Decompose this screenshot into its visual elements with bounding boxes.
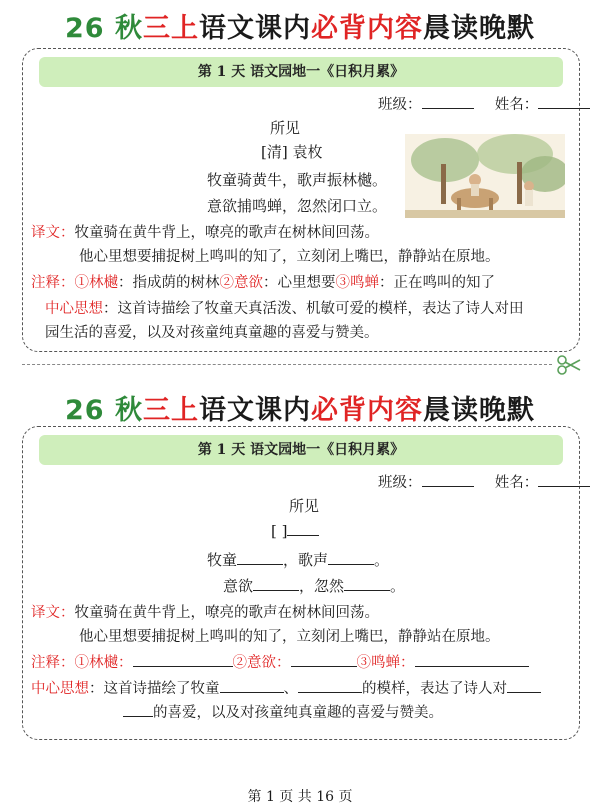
central-idea-text-1c: 的模样，表达了诗人对: [362, 681, 507, 697]
day-banner: 第 1 天 语文园地一《日积月累》: [39, 57, 563, 87]
note3-label: ③鸣蝉: [335, 275, 379, 291]
central-idea-text-2: 的喜爱，以及对孩童纯真童趣的喜爱与赞美。: [153, 705, 443, 721]
author-field[interactable]: [287, 521, 319, 536]
dynasty-blank[interactable]: [ ]: [271, 522, 288, 540]
translation-2: 他心里想要捕捉树上鸣叫的知了，立刻闭上嘴巴，静静站在原地。: [79, 249, 500, 265]
notes-label: 注释：: [31, 655, 75, 671]
poem-illustration: [405, 134, 565, 218]
title-key: 必背内容: [310, 395, 423, 426]
notes-blank-row: [31, 651, 529, 672]
note3-field[interactable]: [415, 652, 529, 667]
note2-label: ②意欲：: [232, 655, 291, 671]
class-field[interactable]: [422, 472, 474, 487]
note2-label: ②意欲: [219, 275, 263, 291]
title-grade: 三上: [142, 395, 199, 426]
name-field[interactable]: [538, 94, 590, 109]
blank-line2-text-a: 意欲: [223, 577, 254, 595]
translation-2: 他心里想要捕捉树上鸣叫的知了，立刻闭上嘴巴，静静站在原地。: [79, 629, 500, 645]
notes-label: 注释：: [31, 275, 75, 291]
title-key: 必背内容: [310, 13, 423, 44]
note2-field[interactable]: [291, 652, 357, 667]
central-idea-2: 园生活的喜爱，以及对孩童纯真童趣的喜爱与赞美。: [45, 325, 379, 341]
central-idea-blank-1: [31, 677, 541, 698]
page-title-top: [0, 6, 600, 45]
blank-field[interactable]: [344, 576, 390, 591]
note3-text: ：正在鸣叫的知了: [379, 275, 495, 291]
page-title-bottom: [0, 388, 600, 427]
central-idea-text-1: ：这首诗描绘了牧童天真活泼、机敏可爱的模样，表达了诗人对田: [103, 301, 524, 317]
blank-field[interactable]: [253, 576, 299, 591]
title-tail: 晨读晚默: [422, 395, 535, 426]
poem-line-1: 牧童骑黄牛，歌声振林樾。: [207, 171, 388, 189]
page-footer: 第 1 页 共 16 页: [247, 789, 353, 805]
title-subject: 语文课内: [198, 13, 311, 44]
blank-line1-text-c: 。: [374, 551, 390, 569]
translation-1: [31, 601, 379, 622]
title-subject: 语文课内: [198, 395, 311, 426]
idea-field-2[interactable]: [298, 678, 362, 693]
author-blank: [271, 521, 319, 540]
poem-blank-line-2: [223, 575, 405, 596]
note1-label: ①林樾: [74, 275, 118, 291]
name-label: 姓名：: [494, 97, 539, 113]
notes-row: [31, 271, 495, 292]
cut-line: [22, 364, 552, 365]
idea-field-4[interactable]: [123, 702, 153, 717]
name-label: 姓名：: [494, 475, 539, 491]
note1-field[interactable]: [133, 652, 233, 667]
translation-text-1: 牧童骑在黄牛背上，嘹亮的歌声在树林间回荡。: [74, 225, 379, 241]
note3-label: ③鸣蝉：: [356, 655, 415, 671]
translation-label: 译文：: [31, 225, 75, 241]
poem-title: 所见: [289, 497, 320, 515]
central-idea-text-1a: ：这首诗描绘了牧童: [89, 681, 220, 697]
blank-field[interactable]: [237, 550, 283, 565]
central-idea-label: 中心思想: [31, 681, 89, 697]
title-year: 26 秋: [65, 395, 143, 426]
idea-field-3[interactable]: [507, 678, 541, 693]
title-grade: 三上: [142, 13, 199, 44]
blank-field[interactable]: [328, 550, 374, 565]
poem-line-2: 意欲捕鸣蝉，忽然闭口立。: [207, 197, 388, 215]
poem-title: 所见: [270, 119, 301, 137]
scissors-icon: [556, 352, 582, 382]
poem-author: [清] 袁枚: [261, 143, 323, 161]
exercise-card: [22, 426, 580, 740]
central-idea-1: [45, 297, 524, 318]
translation-1: [31, 221, 379, 242]
class-label: 班级：: [378, 475, 422, 491]
class-field[interactable]: [422, 94, 474, 109]
note1-text: ：指成荫的树林: [118, 275, 220, 291]
central-idea-label: 中心思想: [45, 301, 103, 317]
note2-text: ：心里想要: [263, 275, 336, 291]
blank-line2-text-b: ，忽然: [299, 577, 345, 595]
day-banner: 第 1 天 语文园地一《日积月累》: [39, 435, 563, 465]
class-label: 班级：: [378, 97, 422, 113]
class-name-row: [378, 93, 590, 114]
blank-line1-text-b: ，歌声: [283, 551, 329, 569]
note1-label: ①林樾：: [74, 655, 133, 671]
central-idea-blank-2: [123, 701, 443, 722]
idea-field-1[interactable]: [220, 678, 284, 693]
title-year: 26 秋: [65, 13, 143, 44]
central-idea-text-1b: 、: [283, 681, 298, 697]
translation-label: 译文：: [31, 605, 75, 621]
name-field[interactable]: [538, 472, 590, 487]
title-tail: 晨读晚默: [422, 13, 535, 44]
class-name-row: [378, 471, 590, 492]
blank-line2-text-c: 。: [390, 577, 406, 595]
translation-text-1: 牧童骑在黄牛背上，嘹亮的歌声在树林间回荡。: [74, 605, 379, 621]
blank-line1-text-a: 牧童: [207, 551, 238, 569]
poem-blank-line-1: [207, 549, 389, 570]
